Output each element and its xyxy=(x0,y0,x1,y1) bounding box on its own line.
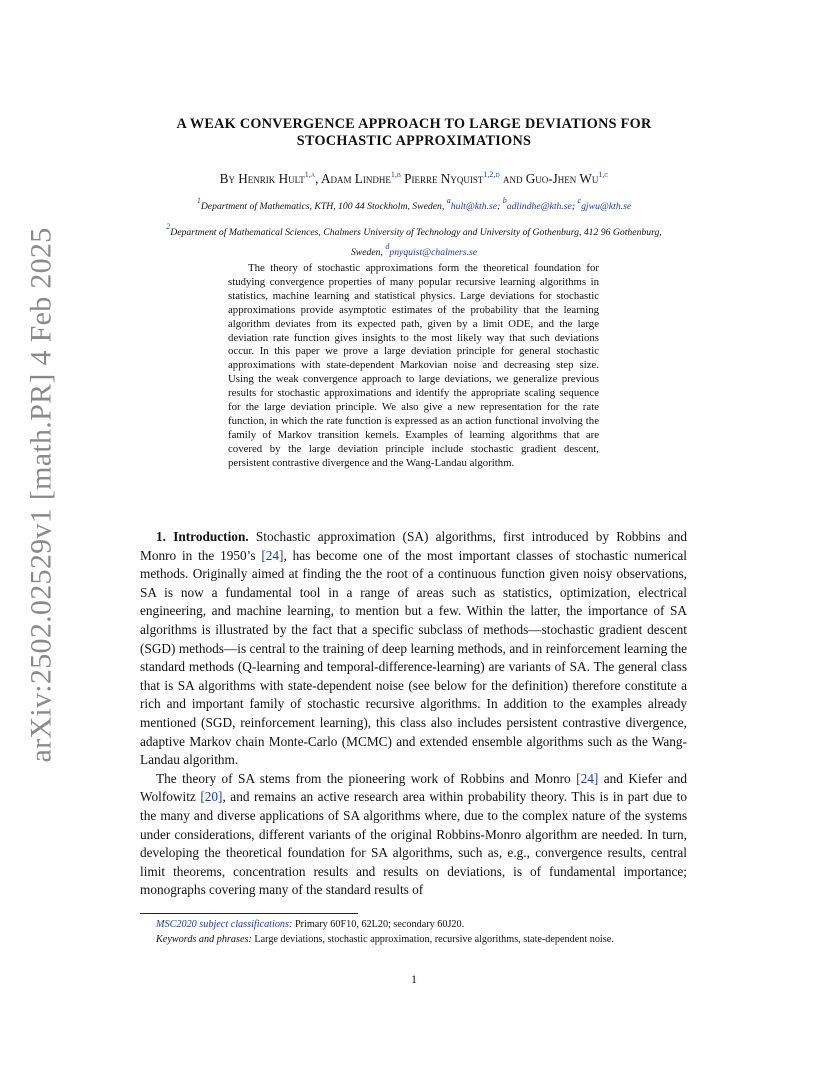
affiliation-marker: 1 xyxy=(196,196,201,205)
author-nyquist: Pierre Nyquist xyxy=(404,171,484,186)
abstract: The theory of stochastic approximations form the theoretical foundation for studying convergence properties of many popular recursive learning algorithms in statistics, machine learning and statistical physics. Large deviations for stochastic approximations provide asymptotic estimates of the probability that the learning algorithm deviates from its expected path, given by a limit ODE, and the large deviation rate function gives insights to the most likely way that such deviations occur. In this paper we prove a large deviation principle for general stochastic approximations with state-dependent Markovian noise and decreasing step size. Using the weak convergence approach to large deviations, we generalize previous results for stochastic approximations and identify the appropriate scaling sequence for the large deviation principle. We also give a new representation for the rate function, in which the rate function is expressed as an action functional involving the family of Markov transition kernels. Examples of learning algorithms that are covered by the large deviation principle include stochastic gradient descent, persistent contrastive divergence and the Wang-Landau algorithm. xyxy=(228,262,599,469)
affiliation-text: Department of Mathematical Sciences, Chalmers University of Technology and University of Gothenburg, 412 96 Gothenburg, Sweden, xyxy=(170,227,662,258)
affiliation-text: Department of Mathematics, KTH, 100 44 Stockholm, Sweden, xyxy=(200,201,447,212)
author-separator: and xyxy=(499,171,526,186)
paragraph-text: and Kiefer and Wolfowitz xyxy=(140,770,688,805)
author-separator: , xyxy=(315,171,321,186)
footnote-rule xyxy=(140,913,358,914)
msc-text: Primary 60F10, 62L20; secondary 60J20. xyxy=(292,919,465,930)
author-list xyxy=(140,166,688,187)
title-line-1: A WEAK CONVERGENCE APPROACH TO LARGE DEVIATIONS FOR xyxy=(176,116,652,132)
affiliation-kth xyxy=(150,194,678,214)
citation-link[interactable]: [24] xyxy=(261,547,284,563)
email-marker: a xyxy=(446,196,451,205)
paper-title xyxy=(140,116,688,150)
msc-label-link[interactable]: MSC2020 subject classifications: xyxy=(156,919,293,930)
email-link-nyquist[interactable]: pnyquist@chalmers.se xyxy=(389,247,478,258)
author-nyquist-sup: 1,2,d xyxy=(483,170,500,179)
author-wu: Guo-Jhen Wu xyxy=(525,171,599,186)
introduction-section xyxy=(140,528,687,900)
affiliation-chalmers xyxy=(150,220,678,260)
citation-link[interactable]: [20] xyxy=(200,789,223,805)
intro-paragraph-1 xyxy=(140,528,687,770)
keywords xyxy=(140,933,687,948)
email-separator: ; xyxy=(497,201,503,212)
arxiv-identifier: arXiv:2502.02529v1 [math.PR] 4 Feb 2025 xyxy=(24,227,58,763)
email-link-hult[interactable]: hult@kth.se xyxy=(450,201,498,212)
email-marker: b xyxy=(502,196,507,205)
keywords-label: Keywords and phrases: xyxy=(156,933,252,945)
page-number: 1 xyxy=(411,972,417,986)
paragraph-text: , and remains an active research area within probability theory. This is in part due to the many and diverse applications of SA algorithms where, due to the complex nature of the systems under considerations, different variants of the original Robbins-Monro algorithm are needed. In turn, developing the theoretical foundation for SA algorithms, such as, e.g., convergence results, central limit theorems, concentration results and results on deviations, is of fundamental importance; monographs covering many of the standard results of xyxy=(140,789,687,898)
footnotes xyxy=(140,918,687,947)
paragraph-text: The theory of SA stems from the pioneering work of Robbins and Monro xyxy=(156,770,577,786)
email-link-wu[interactable]: gjwu@kth.se xyxy=(581,201,632,212)
title-line-2: STOCHASTIC APPROXIMATIONS xyxy=(296,133,532,149)
paragraph-text: , has become one of the most important classes of stochastic numerical methods. Originally aimed at finding the the root of a continuous function given noisy observations, SA is now a fundamental tool in a range of areas such as statistics, optimization, electrical engineering, and machine learning, to mention but a few. Within the latter, the importance of SA algorithms is illustrated by the fact that a specific subclass of methods—stochastic gradient descent (SGD) methods—is central to the training of deep learning methods, and in reinforcement learning the standard methods (Q-learning and temporal-difference-learning) are variants of SA. The general class that is SA algorithms with state-dependent noise (see below for the definition) therefore constitute a rich and important family of stochastic recursive algorithms. In addition to the examples already mentioned (SGD, reinforcement learning), this class also includes persistent contrastive divergence, adaptive Markov chain Monte-Carlo (MCMC) and extended ensemble algorithms such as the Wang-Landau algorithm. xyxy=(140,547,688,768)
intro-paragraph-2 xyxy=(140,770,687,900)
email-separator: ; xyxy=(571,201,578,212)
email-link-lindhe[interactable]: adlindhe@kth.se xyxy=(506,201,572,212)
author-wu-sup: 1,c xyxy=(598,170,609,179)
author-lindhe: Adam Lindhe xyxy=(320,171,391,186)
citation-link[interactable]: [24] xyxy=(576,770,599,786)
email-marker: c xyxy=(577,196,582,205)
email-marker: d xyxy=(385,242,390,251)
author-lindhe-sup: 1,b xyxy=(390,170,401,179)
keywords-text: Large deviations, stochastic approximation, recursive algorithms, state-dependent noise. xyxy=(251,933,614,945)
paragraph-text: Stochastic approximation (SA) algorithms, first introduced by Robbins and Monro in the 1950’s xyxy=(140,529,687,563)
author-hult-sup: 1,a xyxy=(304,170,316,179)
affiliation-marker: 2 xyxy=(166,222,171,231)
author-hult: Henrik Hult xyxy=(238,171,305,186)
arxiv-sidebar xyxy=(22,227,60,763)
section-heading: 1. Introduction. xyxy=(156,529,249,544)
msc-classification xyxy=(140,918,687,933)
by-label: By xyxy=(219,171,239,186)
